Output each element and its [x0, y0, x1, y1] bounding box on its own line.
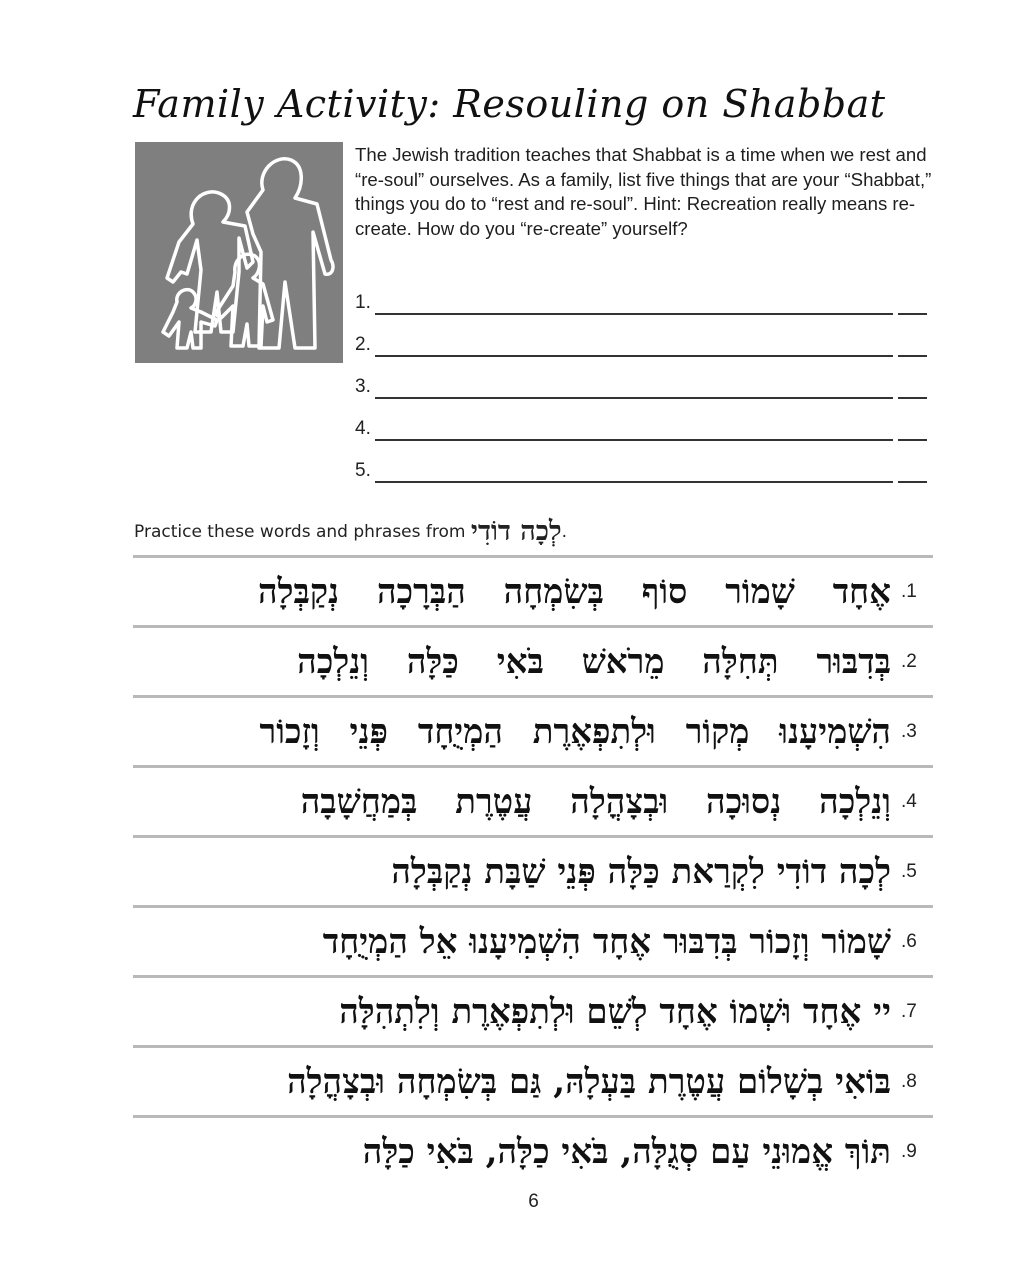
- phrase-text: שָׁמוֹר וְזָכוֹר בְּדִבּוּר אֶחָד הִשְׁמִיעָנוּ אֵל הַמְיֻחָד: [322, 921, 891, 962]
- answer-row-1: [355, 292, 930, 334]
- page-title: Family Activity: Resouling on Shabbat: [133, 82, 886, 126]
- practice-heading-period: .: [561, 522, 567, 542]
- phrase-text: אֶחָד שָׁמוֹר סוֹף בְּשִׂמְחָה הַבְּרָכָה נְקַבְּלָה: [258, 571, 891, 612]
- answer-blank-5-end: [898, 481, 927, 483]
- phrase-number: 6.: [901, 930, 917, 952]
- answer-blank-3-end: [898, 397, 927, 399]
- phrase-text: הִשְׁמִיעָנוּ מְקוֹר וּלְתִפְאֶרֶת הַמְיֻחָד פְּנֵי וְזָכוֹר: [259, 711, 891, 752]
- phrase-row-3: [133, 698, 933, 765]
- answer-blank-1[interactable]: [375, 313, 893, 315]
- activity-instructions: The Jewish tradition teaches that Shabbat is a time when we rest and “re-soul” ourselves. As a family, list five things that are your “Shabbat,” things you do to “rest and re-soul”. Hint: Recreation really means re-create. How do you “re-create” yourself?: [355, 144, 932, 239]
- answer-number: 5.: [355, 460, 371, 481]
- phrase-row-7: [133, 978, 933, 1045]
- phrase-number: 4.: [901, 790, 917, 812]
- answer-row-2: [355, 334, 930, 376]
- answer-blank-1-end: [898, 313, 927, 315]
- phrase-row-1: [133, 558, 933, 625]
- phrase-text: וְנֵלְכָה נְסוּכָה וּבְצָהֳלָה עֲטֶרֶת בְּמַחֲשָׁבָה: [300, 781, 891, 822]
- page-number: 6: [528, 1191, 539, 1212]
- answer-blank-3[interactable]: [375, 397, 893, 399]
- answer-blank-4-end: [898, 439, 927, 441]
- answer-blank-2-end: [898, 355, 927, 357]
- phrase-text: לְכָה דוֹדִי לִקְרַאת כַּלָּה פְּנֵי שַׁבָּת נְקַבְּלָה: [391, 851, 891, 892]
- answer-row-5: [355, 460, 930, 502]
- phrase-row-8: [133, 1048, 933, 1115]
- answer-row-3: [355, 376, 930, 418]
- hebrew-phrase-list: [133, 555, 933, 1185]
- answer-blank-4[interactable]: [375, 439, 893, 441]
- phrase-number: 2.: [901, 650, 917, 672]
- answer-list: [355, 292, 930, 502]
- answer-number: 1.: [355, 292, 371, 313]
- phrase-number: 3.: [901, 720, 917, 742]
- phrase-row-2: [133, 628, 933, 695]
- phrase-number: 7.: [901, 1000, 917, 1022]
- family-illustration: [135, 142, 343, 363]
- phrase-number: 8.: [901, 1070, 917, 1092]
- phrase-text: בּוֹאִי בְשָׁלוֹם עֲטֶרֶת בַּעְלָהּ, גַּם בְּשִׂמְחָה וּבְצָהֳלָה: [287, 1061, 891, 1102]
- phrase-text: יי אֶחָד וּשְׁמוֹ אֶחָד לְשֵׁם וּלְתִפְאֶרֶת וְלִתְהִלָּה: [339, 991, 891, 1032]
- phrase-row-9: [133, 1118, 933, 1185]
- answer-blank-5[interactable]: [375, 481, 893, 483]
- phrase-text: בְּדִבּוּר תְּחִלָּה מֵרֹאשׁ בֹּאִי כַּלָּה וְנֵלְכָה: [297, 641, 891, 682]
- practice-heading: [134, 516, 567, 547]
- phrase-number: 9.: [901, 1140, 917, 1162]
- answer-blank-2[interactable]: [375, 355, 893, 357]
- phrase-row-6: [133, 908, 933, 975]
- answer-number: 2.: [355, 334, 371, 355]
- family-outline-icon: [135, 142, 343, 363]
- practice-heading-text: Practice these words and phrases from: [134, 522, 471, 542]
- phrase-row-5: [133, 838, 933, 905]
- answer-row-4: [355, 418, 930, 460]
- answer-number: 3.: [355, 376, 371, 397]
- phrase-number: 1.: [901, 580, 917, 602]
- phrase-number: 5.: [901, 860, 917, 882]
- phrase-row-4: [133, 768, 933, 835]
- answer-number: 4.: [355, 418, 371, 439]
- phrase-text: תּוֹךְ אֱמוּנֵי עַם סְגֻלָּה, בֹּאִי כַלָּה, בֹּאִי כַלָּה: [362, 1131, 891, 1172]
- practice-heading-hebrew: לְכָה דוֹדִי: [470, 516, 562, 547]
